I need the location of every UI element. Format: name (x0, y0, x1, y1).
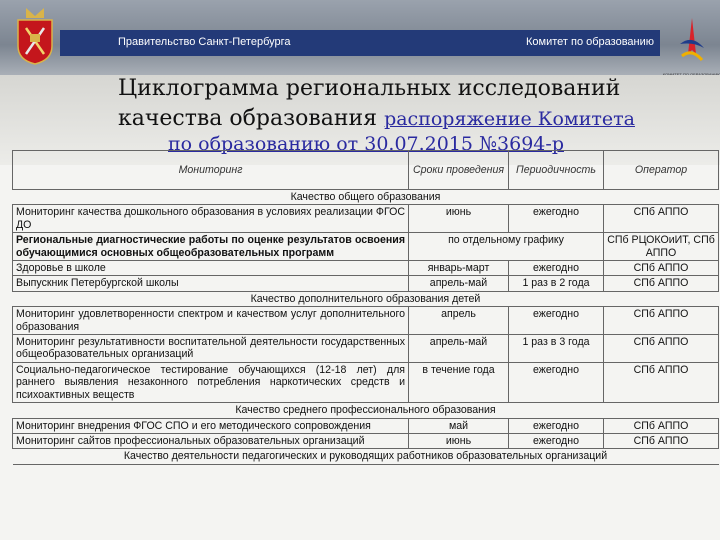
section-row (13, 449, 719, 464)
header-periodicity: Периодичность (509, 151, 604, 190)
monitoring-name: Мониторинг внедрения ФГОС СПО и его методического сопровождения (13, 418, 409, 433)
page-title-line1: Циклограмма региональных исследований (118, 76, 621, 101)
table-header-row (13, 151, 719, 190)
monitoring-term: январь-март (409, 261, 509, 276)
section-title: Качество дополнительного образования детей (13, 291, 719, 306)
monitoring-operator: СПб АППО (604, 362, 719, 402)
page-title-line2-text: качества образования (118, 106, 378, 131)
header-monitoring: Мониторинг (13, 151, 409, 190)
table-row (13, 335, 719, 363)
header-terms: Сроки проведения (409, 151, 509, 190)
committee-logo-icon (672, 14, 712, 84)
monitoring-period: ежегодно (509, 433, 604, 448)
section-title: Качество общего образования (13, 190, 719, 205)
table-row (13, 205, 719, 233)
order-link-continued[interactable]: по образованию от 30.07.2015 №3694-р (168, 133, 564, 155)
monitoring-period: ежегодно (509, 307, 604, 335)
monitoring-name: Социально-педагогическое тестирование обучающихся (12-18 лет) для раннего выявления незаконного потребления наркотических средств и психоактивных веществ (13, 362, 409, 402)
monitoring-name: Мониторинг сайтов профессиональных образовательных организаций (13, 433, 409, 448)
table-row (13, 233, 719, 261)
monitoring-operator: СПб АППО (604, 307, 719, 335)
monitoring-period: ежегодно (509, 362, 604, 402)
monitoring-period: 1 раз в 2 года (509, 276, 604, 291)
table-row (13, 276, 719, 291)
monitoring-table (12, 150, 719, 465)
monitoring-operator: СПб АППО (604, 261, 719, 276)
header-banner (0, 0, 720, 75)
section-row (13, 190, 719, 205)
government-label: Правительство Санкт-Петербурга (118, 36, 291, 48)
monitoring-operator: СПб АППО (604, 205, 719, 233)
monitoring-term: апрель-май (409, 335, 509, 363)
monitoring-period: ежегодно (509, 205, 604, 233)
table-row (13, 433, 719, 448)
monitoring-operator: СПб АППО (604, 418, 719, 433)
header-operator: Оператор (604, 151, 719, 190)
section-title: Качество деятельности педагогических и руководящих работников образовательных организаций (13, 449, 719, 464)
monitoring-name: Здоровье в школе (13, 261, 409, 276)
order-link[interactable]: распоряжение Комитета (384, 108, 635, 130)
monitoring-term: апрель-май (409, 276, 509, 291)
section-row (13, 291, 719, 306)
monitoring-term: май (409, 418, 509, 433)
monitoring-term: июнь (409, 433, 509, 448)
monitoring-name: Региональные диагностические работы по оценке результатов освоения обучающимися основных общеобразовательных программ (13, 233, 409, 261)
monitoring-name: Мониторинг результативности воспитательной деятельности государственных общеобразовательных организаций (13, 335, 409, 363)
monitoring-period: ежегодно (509, 418, 604, 433)
spb-coat-of-arms-icon (14, 6, 56, 66)
monitoring-operator: СПб АППО (604, 276, 719, 291)
table-row (13, 362, 719, 402)
committee-label: Комитет по образованию (526, 36, 654, 48)
monitoring-name: Выпускник Петербургской школы (13, 276, 409, 291)
monitoring-operator: СПб РЦОКОиИТ, СПб АППО (604, 233, 719, 261)
monitoring-name: Мониторинг удовлетворенности спектром и качеством услуг дополнительного образования (13, 307, 409, 335)
monitoring-term: по отдельному графику (409, 233, 604, 261)
monitoring-term: в течение года (409, 362, 509, 402)
monitoring-term: июнь (409, 205, 509, 233)
page-title-line2 (118, 106, 635, 131)
section-row (13, 403, 719, 418)
monitoring-term: апрель (409, 307, 509, 335)
monitoring-period: 1 раз в 3 года (509, 335, 604, 363)
monitoring-name: Мониторинг качества дошкольного образования в условиях реализации ФГОС ДО (13, 205, 409, 233)
monitoring-operator: СПб АППО (604, 335, 719, 363)
monitoring-operator: СПб АППО (604, 433, 719, 448)
monitoring-period: ежегодно (509, 261, 604, 276)
table-row (13, 418, 719, 433)
section-title: Качество среднего профессионального образования (13, 403, 719, 418)
table-row (13, 307, 719, 335)
table-row (13, 261, 719, 276)
